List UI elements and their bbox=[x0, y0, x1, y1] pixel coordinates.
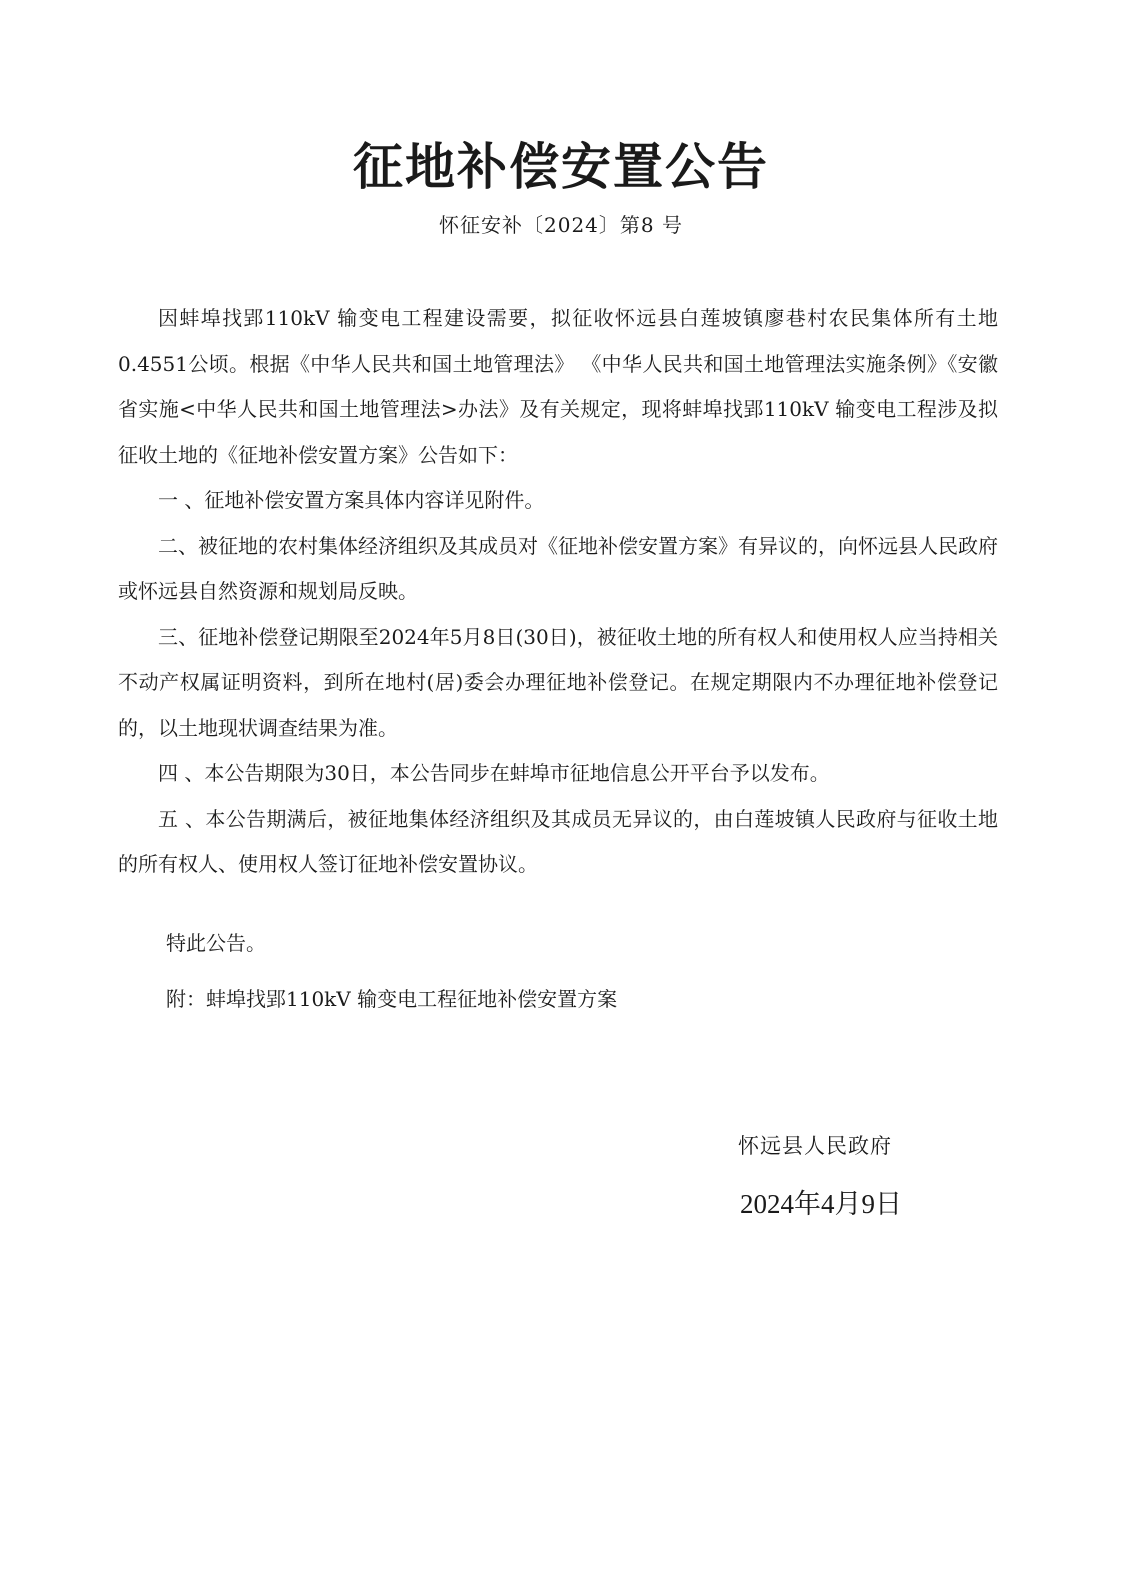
intro-paragraph: 因蚌埠找郢110kV 输变电工程建设需要，拟征收怀远县白莲坡镇廖巷村农民集体所有土地0.4551公顷。根据《中华人民共和国土地管理法》 《中华人民共和国土地管理法实施条例》《安徽省实施<中华人民共和国土地管理法>办法》及有关规定，现将蚌埠找郢110kV 输变电工程涉及拟征收土地的《征地补偿安置方案》公告如下： bbox=[118, 306, 998, 467]
document-title: 征地补偿安置公告 bbox=[353, 138, 769, 196]
item-paragraph-3: 三、征地补偿登记期限至2024年5月8日(30日)，被征收土地的所有权人和使用权人应当持相关不动产权属证明资料，到所在地村(居)委会办理征地补偿登记。在规定期限内不办理征地补偿登记的，以土地现状调查结果为准。 bbox=[118, 624, 998, 740]
closing-section bbox=[166, 920, 617, 1022]
item-paragraph-1: 一 、征地补偿安置方案具体内容详见附件。 bbox=[158, 488, 545, 512]
document-body bbox=[118, 296, 998, 888]
signature-organization: 怀远县人民政府 bbox=[738, 1134, 892, 1158]
item-paragraph-4: 四 、本公告期限为30日，本公告同步在蚌埠市征地信息公开平台予以发布。 bbox=[158, 761, 830, 785]
item-paragraph-2: 二、被征地的农村集体经济组织及其成员对《征地补偿安置方案》有异议的，向怀远县人民政府或怀远县自然资源和规划局反映。 bbox=[118, 533, 998, 603]
attachment-line: 附：蚌埠找郢110kV 输变电工程征地补偿安置方案 bbox=[166, 987, 618, 1011]
closing-line: 特此公告。 bbox=[166, 931, 266, 955]
document-number: 怀征安补〔2024〕第8 号 bbox=[439, 213, 683, 237]
item-paragraph-5: 五 、本公告期满后，被征地集体经济组织及其成员无异议的，由白莲坡镇人民政府与征收土地的所有权人、使用权人签订征地补偿安置协议。 bbox=[118, 806, 998, 876]
signature-date: 2024年4月9日 bbox=[740, 1189, 902, 1219]
